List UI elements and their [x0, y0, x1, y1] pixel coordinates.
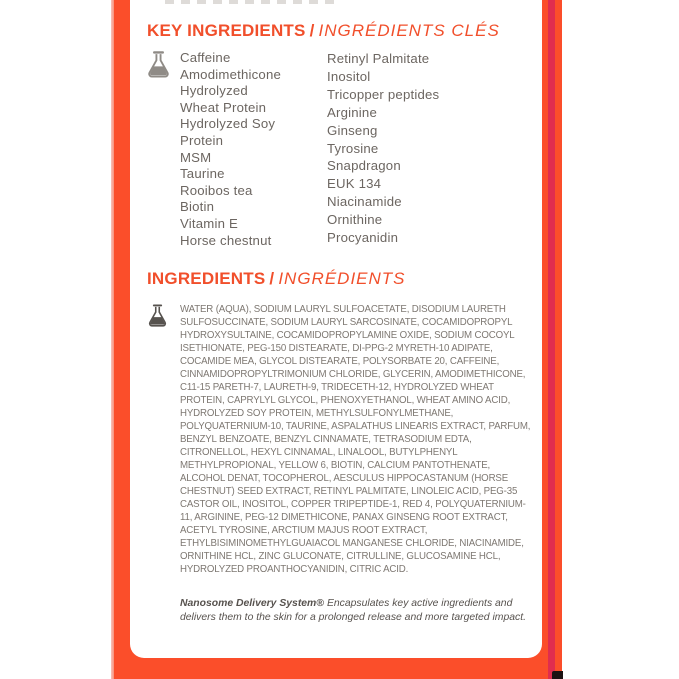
- ingredients-title-fr: INGRÉDIENTS: [278, 269, 406, 288]
- heading-separator: /: [309, 21, 315, 40]
- label-content-panel: [130, 0, 542, 658]
- key-ingredient-item: Rooibos tea: [180, 182, 253, 198]
- key-ingredient-item: Biotin: [180, 199, 215, 215]
- footnote-lead: Nanosome Delivery System®: [180, 598, 324, 609]
- key-ingredient-item: Hydrolyzed Soy Protein: [180, 116, 276, 148]
- footnote-text: Encapsulates key active ingredients and delivers them to the skin for a prolonged release and more targeted impact.: [180, 598, 526, 624]
- key-ingredient-item: Horse chestnut: [180, 232, 272, 248]
- key-ingredients-columns: [180, 50, 527, 249]
- ingredients-heading: [147, 269, 406, 289]
- key-ingredient-item: Snapdragon: [327, 158, 401, 174]
- key-ingredient-item: Ornithine: [327, 212, 383, 228]
- ingredients-list-text: WATER (AQUA), SODIUM LAURYL SULFOACETATE, DISODIUM LAURETH SULFOSUCCINATE, SODIUM LAURYL SARCOSINATE, COCAMIDOPROPYL HYDROXYSULTAINE, COCAMIDOPROPYLAMINE OXIDE, SODIUM COCOYL ISETHIONATE, PEG-150 DISTEARATE, DI-PPG-2 MYRETH-10 ADIPATE, COCAMIDE MEA, GLYCOL DISTEARATE, POLYSORBATE 20, CAFFEINE, CINNAMIDOPROPYLTRIMONIUM CHLORIDE, GLYCERIN, AMODIMETHICONE, C11-15 PARETH-7, LAURETH-9, TRIDECETH-12, HYDROLYZED WHEAT PROTEIN, CAPRYLYL GLYCOL, PHENOXYETHANOL, WHEAT AMINO ACID, HYDROLYZED SOY PROTEIN, METHYLSULFONYLMETHANE, POLYQUATERNIUM-10, TAURINE, ASPALATHUS LINEARIS EXTRACT, PARFUM, BENZYL BENZOATE, BENZYL CINNAMATE, TETRASODIUM EDTA, CITRONELLOL, HEXYL CINNAMAL, LINALOOL, BUTYLPHENYL METHYLPROPIONAL, YELLOW 6, BIOTIN, CALCIUM PANTOTHENATE, ALCOHOL DENAT, TOCOPHEROL, AESCULUS HIPPOCASTANUM (HORSE CHESTNUT) SEED EXTRACT, RETINYL PALMITATE, LINOLEIC ACID, PEG-35 CASTOR OIL, INOSITOL, COPPER TRIPEPTIDE-1, RED 4, POLYQUATERNIUM-11, ARGININE, PEG-12 DIMETHICONE, PANAX GINSENG ROOT EXTRACT, ACETYL TYROSINE, ARCTIUM MAJUS ROOT EXTRACT, ETHYLBISIMINOMETHYLGUAIACOL MANGANESE CHLORIDE, NIACINAMIDE, ORNITHINE HCL, ZINC GLUCONATE, CITRULLINE, GLUCOSAMINE HCL, HYDROLYZED PROANTHOCYANIDIN, CITRIC ACID.: [180, 304, 531, 575]
- key-ingredient-item: Tyrosine: [327, 140, 379, 156]
- flask-icon: [146, 51, 171, 79]
- key-ingredient-item: EUK 134: [327, 176, 382, 192]
- key-ingredient-item: Procyanidin: [327, 230, 399, 246]
- key-ingredients-heading: [147, 21, 500, 41]
- key-ingredient-item: Vitamin E: [180, 215, 238, 231]
- ingredients-title-en: INGREDIENTS: [147, 269, 266, 288]
- key-ingredient-item: Arginine: [327, 104, 377, 120]
- key-ingredient-item: Inositol: [327, 68, 371, 84]
- cropped-text-fragment: [165, 0, 335, 4]
- key-ingredients-right-column: [327, 50, 527, 249]
- key-ingredient-item: Niacinamide: [327, 194, 402, 210]
- key-ingredient-item: Retinyl Palmitate: [327, 51, 430, 66]
- key-ingredient-item: Ginseng: [327, 122, 378, 138]
- key-ingredient-item: Tricopper peptides: [327, 86, 440, 102]
- key-ingredient-item: Caffeine: [180, 50, 231, 65]
- key-ingredient-item: MSM: [180, 149, 212, 165]
- key-ingredients-title-fr: INGRÉDIENTS CLÉS: [318, 21, 500, 40]
- key-ingredients-title-en: KEY INGREDIENTS: [147, 21, 306, 40]
- key-ingredient-item: Hydrolyzed Wheat Protein: [180, 83, 267, 115]
- label-corner-mark: [552, 671, 563, 679]
- key-ingredients-left-column: [180, 50, 327, 249]
- nanosome-footnote: [180, 597, 540, 625]
- key-ingredient-item: Amodimethicone: [180, 66, 282, 82]
- label-right-accent-line: [548, 0, 555, 679]
- heading-separator: /: [269, 269, 275, 288]
- key-ingredient-item: Taurine: [180, 166, 225, 182]
- flask-icon: [147, 304, 168, 328]
